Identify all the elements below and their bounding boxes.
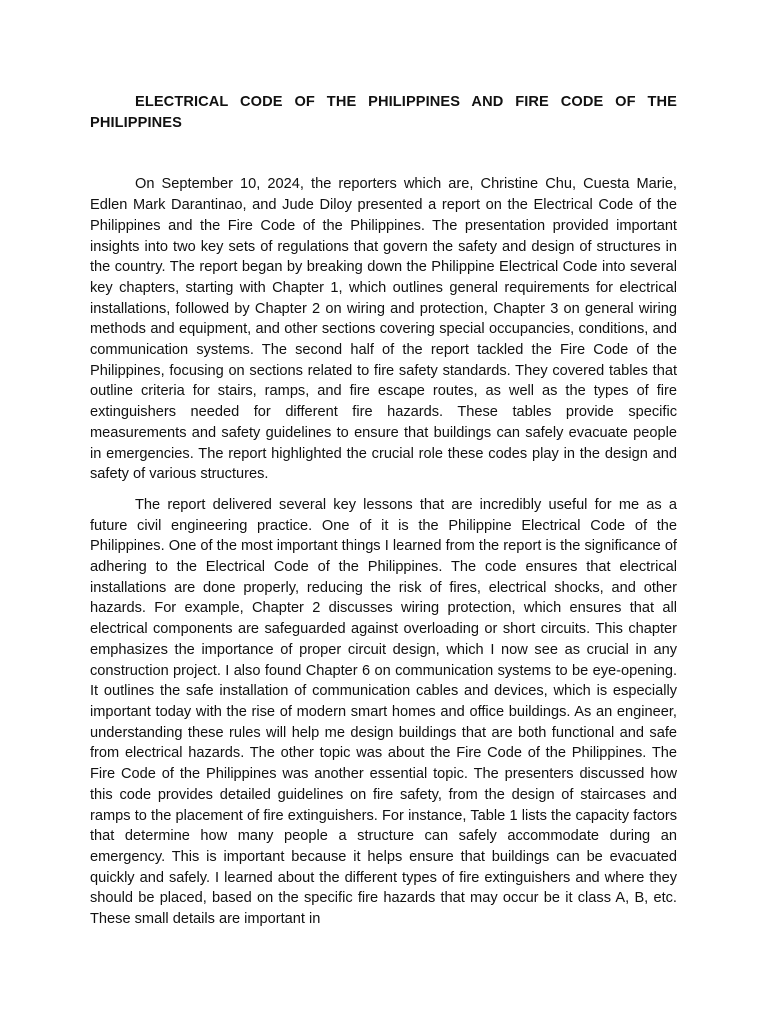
paragraph-2: The report delivered several key lessons that are incredibly useful for me as a future civil engineering practice. One of it is the Philippine Electrical Code of the Philippines. One of the most important things I learned from the report is the significance of adhering to the Electrical Code of the Philippines. The code ensures that electrical installations are done properly, reducing the risk of fires, electrical shocks, and other hazards. For example, Chapter 2 discusses wiring protection, which ensures that all electrical components are safeguarded against overloading or short circuits. This chapter emphasizes the importance of proper circuit design, which I now see as crucial in any construction project. I also found Chapter 6 on communication systems to be eye-opening. It outlines the safe installation of communication cables and devices, which is especially important today with the rise of modern smart homes and office buildings. As an engineer, understanding these rules will help me design buildings that are both functional and safe from electrical hazards. The other topic was about the Fire Code of the Philippines. The Fire Code of the Philippines was another essential topic. The presenters discussed how this code provides detailed guidelines on fire safety, from the design of staircases and ramps to the placement of fire extinguishers. For instance, Table 1 lists the capacity factors that determine how many people a structure can safely accommodate during an emergency. This is important because it helps ensure that buildings can be evacuated quickly and safely. I learned about the different types of fire extinguishers and where they should be placed, based on the specific fire hazards that may occur be it class A, B, etc. These small details are important in xyxy=(90,496,677,928)
paragraph-1: On September 10, 2024, the reporters which are, Christine Chu, Cuesta Marie, Edlen Mark Darantinao, and Jude Diloy presented a report on the Electrical Code of the Philippines and the Fire Code of the Philippines. The presentation provided important insights into two key sets of regulations that govern the safety and design of structures in the country. The report began by breaking down the Philippine Electrical Code into several key chapters, starting with Chapter 1, which outlines general requirements for electrical installations, followed by Chapter 2 on wiring and protection, Chapter 3 on general wiring methods and equipment, and other sections covering special occupancies, conditions, and communication systems. The second half of the report tackled the Fire Code of the Philippines, focusing on sections related to fire safety standards. They covered tables that outline criteria for stairs, ramps, and fire escape routes, as well as the types of fire extinguishers needed for different fire hazards. These tables provide specific measurements and safety guidelines to ensure that buildings can safely evacuate people in emergencies. The report highlighted the crucial role these codes play in the design and safety of various structures. xyxy=(90,176,677,483)
document-title: ELECTRICAL CODE OF THE PHILIPPINES AND FIRE CODE OF THE PHILIPPINES xyxy=(90,94,677,131)
document-page xyxy=(90,92,677,940)
